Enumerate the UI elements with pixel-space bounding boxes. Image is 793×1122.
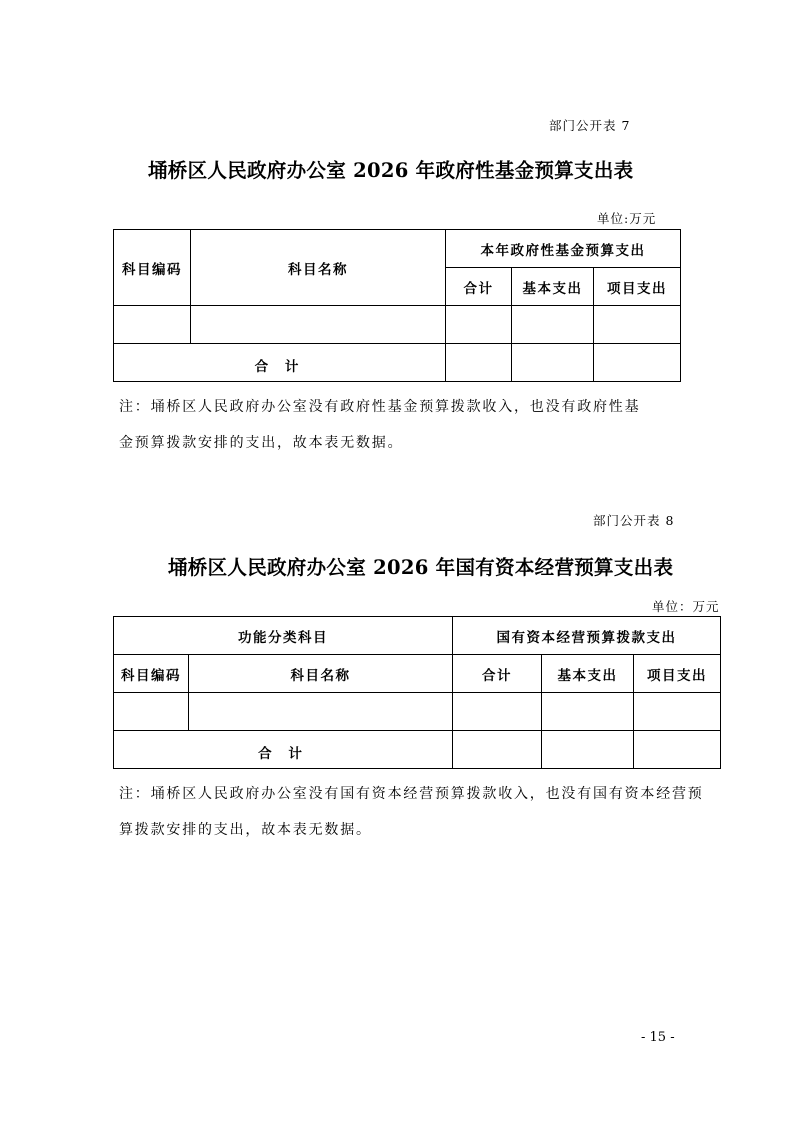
header-group: 国有资本经营预算拨款支出 (453, 617, 721, 655)
empty-cell (542, 731, 634, 769)
table-8-title: 埇桥区人民政府办公室 2026 年国有资本经营预算支出表 (168, 556, 674, 579)
empty-cell (634, 693, 721, 731)
table-row (114, 306, 681, 344)
empty-cell (189, 693, 453, 731)
header-category: 功能分类科目 (114, 617, 453, 655)
header-basic: 基本支出 (512, 268, 594, 306)
total-label: 合 计 (114, 731, 453, 769)
table-8-note-line2: 算拨款安排的支出，故本表无数据。 (119, 822, 372, 838)
header-project: 项目支出 (634, 655, 721, 693)
empty-cell (191, 306, 446, 344)
empty-cell (114, 693, 189, 731)
empty-cell (512, 344, 594, 382)
header-name: 科目名称 (191, 230, 446, 306)
government-fund-expenditure-table (113, 229, 681, 382)
empty-cell (446, 306, 512, 344)
total-row (114, 344, 681, 382)
table-7-unit: 单位:万元 (597, 211, 657, 226)
empty-cell (634, 731, 721, 769)
table-row (114, 693, 721, 731)
header-code: 科目编码 (114, 230, 191, 306)
header-code: 科目编码 (114, 655, 189, 693)
empty-cell (453, 731, 542, 769)
table-7-title: 埇桥区人民政府办公室 2026 年政府性基金预算支出表 (148, 159, 634, 182)
header-project: 项目支出 (594, 268, 681, 306)
header-basic: 基本支出 (542, 655, 634, 693)
empty-cell (594, 306, 681, 344)
page-number: - 15 - (641, 1030, 675, 1045)
total-label: 合 计 (114, 344, 446, 382)
header-name: 科目名称 (189, 655, 453, 693)
total-row (114, 731, 721, 769)
table-8-unit: 单位：万元 (652, 599, 720, 614)
empty-cell (453, 693, 542, 731)
empty-cell (542, 693, 634, 731)
table-7-note-line2: 金预算拨款安排的支出，故本表无数据。 (119, 435, 404, 451)
header-total: 合计 (453, 655, 542, 693)
table-8-note-line1: 注：埇桥区人民政府办公室没有国有资本经营预算拨款收入，也没有国有资本经营预 (119, 786, 704, 802)
header-group: 本年政府性基金预算支出 (446, 230, 681, 268)
table-7-tag: 部门公开表 7 (549, 118, 631, 133)
empty-cell (446, 344, 512, 382)
table-8-tag: 部门公开表 8 (593, 513, 675, 528)
header-total: 合计 (446, 268, 512, 306)
empty-cell (114, 306, 191, 344)
empty-cell (512, 306, 594, 344)
table-7-note-line1: 注：埇桥区人民政府办公室没有政府性基金预算拨款收入，也没有政府性基 (119, 399, 641, 415)
state-capital-expenditure-table (113, 616, 721, 769)
empty-cell (594, 344, 681, 382)
